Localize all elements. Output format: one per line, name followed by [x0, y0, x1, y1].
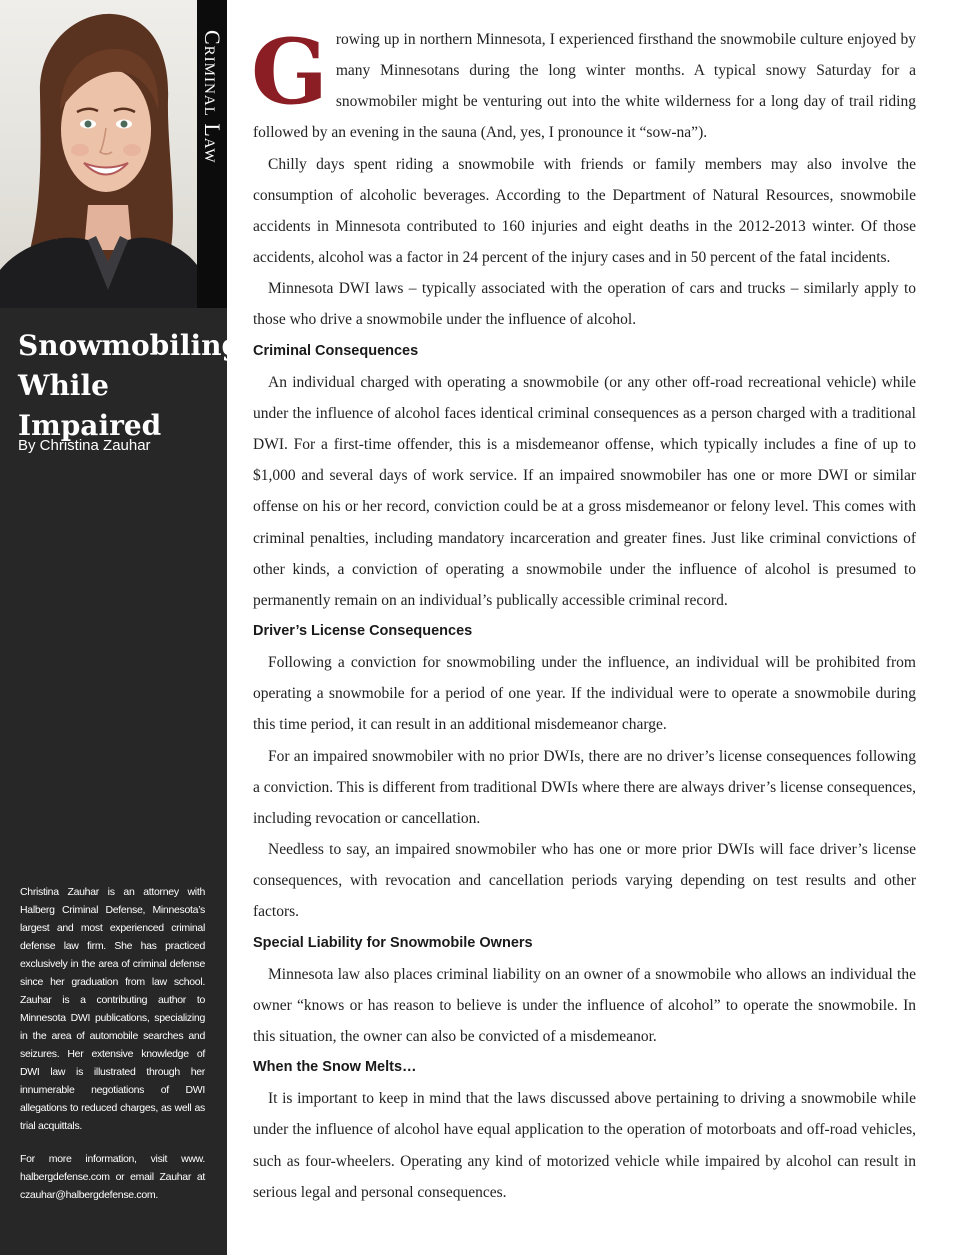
section-label: Criminal Law [200, 30, 225, 164]
article-paragraph: An individual charged with operating a snowmobile (or any other off-road recreational vehicle) while under the influence of alcohol faces identical criminal consequences as a person charged with a traditional DWI. For a first-time offender, this is a misdemeanor offense, which typically includes a fine of up to $1,000 and several days of work service. If an impaired snowmobiler has one or more DWI or similar offense on his or her record, conviction could be at a gross misdemeanor or felony level. This comes with criminal penalties, including mandatory incarceration and greater fines. Just like criminal convictions of other kinds, a conviction of operating a snowmobile under the influence of alcohol is presumed to permanently remain on an individual’s publically accessible criminal record. [253, 373, 916, 609]
contact-info: For more information, visit www. halbergdefense.com or email Zauhar at czauhar@halbergdefense.com. [20, 1153, 205, 1201]
author-portrait-icon [0, 0, 197, 308]
section-heading: Special Liability for Snowmobile Owners [253, 934, 533, 951]
section-heading: When the Snow Melts… [253, 1059, 417, 1076]
author-bio: Christina Zauhar is an attorney with Halberg Criminal Defense, Minnesota’s largest and most experienced criminal defense law firm. She has practiced exclusively in the area of criminal defense since her graduation from law school. Zauhar is a contributing author to Minnesota DWI publications, specializing in the area of automobile searches and seizures. Her extensive knowledge of DWI law is illustrated through her innumerable negotiations of DWI allegations to reduced charges, as well as trial acquittals. [20, 886, 205, 1132]
sidebar [0, 0, 242, 1255]
article-paragraph: It is important to keep in mind that the laws discussed above pertaining to driving a snowmobile while under the influence of alcohol have equal application to the operation of motorboats and off-road vehicles, such as four-wheelers. Operating any kind of motorized vehicle while impaired by alcohol can result in serious legal and personal consequences. [253, 1090, 916, 1201]
section-heading: Driver’s License Consequences [253, 622, 473, 639]
drop-cap: G [251, 19, 328, 125]
section-heading: Criminal Consequences [253, 342, 419, 359]
article-body [251, 19, 916, 1208]
article-paragraph: Needless to say, an impaired snowmobiler who has one or more prior DWIs will face driver’s license consequences, with revocation and cancellation periods varying depending on test results and other factors. [253, 841, 916, 921]
author-photo [0, 0, 197, 308]
article-paragraph: Following a conviction for snowmobiling under the influence, an individual will be prohibited from operating a snowmobile for a period of one year. If the individual were to operate a snowmobile during this time period, it can result in an additional misdemeanor charge. [253, 654, 916, 734]
article-paragraph: Chilly days spent riding a snowmobile with friends or family members may also involve the consumption of alcoholic beverages. According to the Department of Natural Resources, snowmobile accidents in Minnesota contributed to 160 injuries and eight deaths in the 2012-2013 winter. Of those accidents, alcohol was a factor in 24 percent of the injury cases and in 50 percent of the fatal incidents. [253, 155, 916, 267]
title-line-2: While Impaired [18, 369, 162, 442]
article-paragraph [251, 19, 916, 149]
title-line-1: Snowmobiling [18, 329, 242, 362]
byline: By Christina Zauhar [18, 437, 151, 454]
article-paragraph: Minnesota law also places criminal liability on an owner of a snowmobile who allows an individual the owner “knows or has reason to believe is under the influence of alcohol” to operate the snowmobile. In this situation, the owner can also be convicted of a misdemeanor. [253, 965, 916, 1045]
paragraph-text: rowing up in northern Minnesota, I experienced firsthand the snowmobile culture enjoyed by many Minnesotans during the long winter months. A typical snowy Saturday for a snowmobiler might be venturing out into the white wilderness for a long day of trail riding followed by an evening in the sauna (And, yes, I pronounce it “sow-na”). [253, 31, 916, 142]
article-title [18, 326, 242, 446]
article-paragraph: For an impaired snowmobiler with no prior DWIs, there are no driver’s license consequences following a conviction. This is different from traditional DWIs where there are always driver’s license consequences, including revocation or cancellation. [253, 747, 916, 827]
article-paragraph: Minnesota DWI laws – typically associated with the operation of cars and trucks – similarly apply to those who drive a snowmobile under the influence of alcohol. [253, 280, 916, 329]
